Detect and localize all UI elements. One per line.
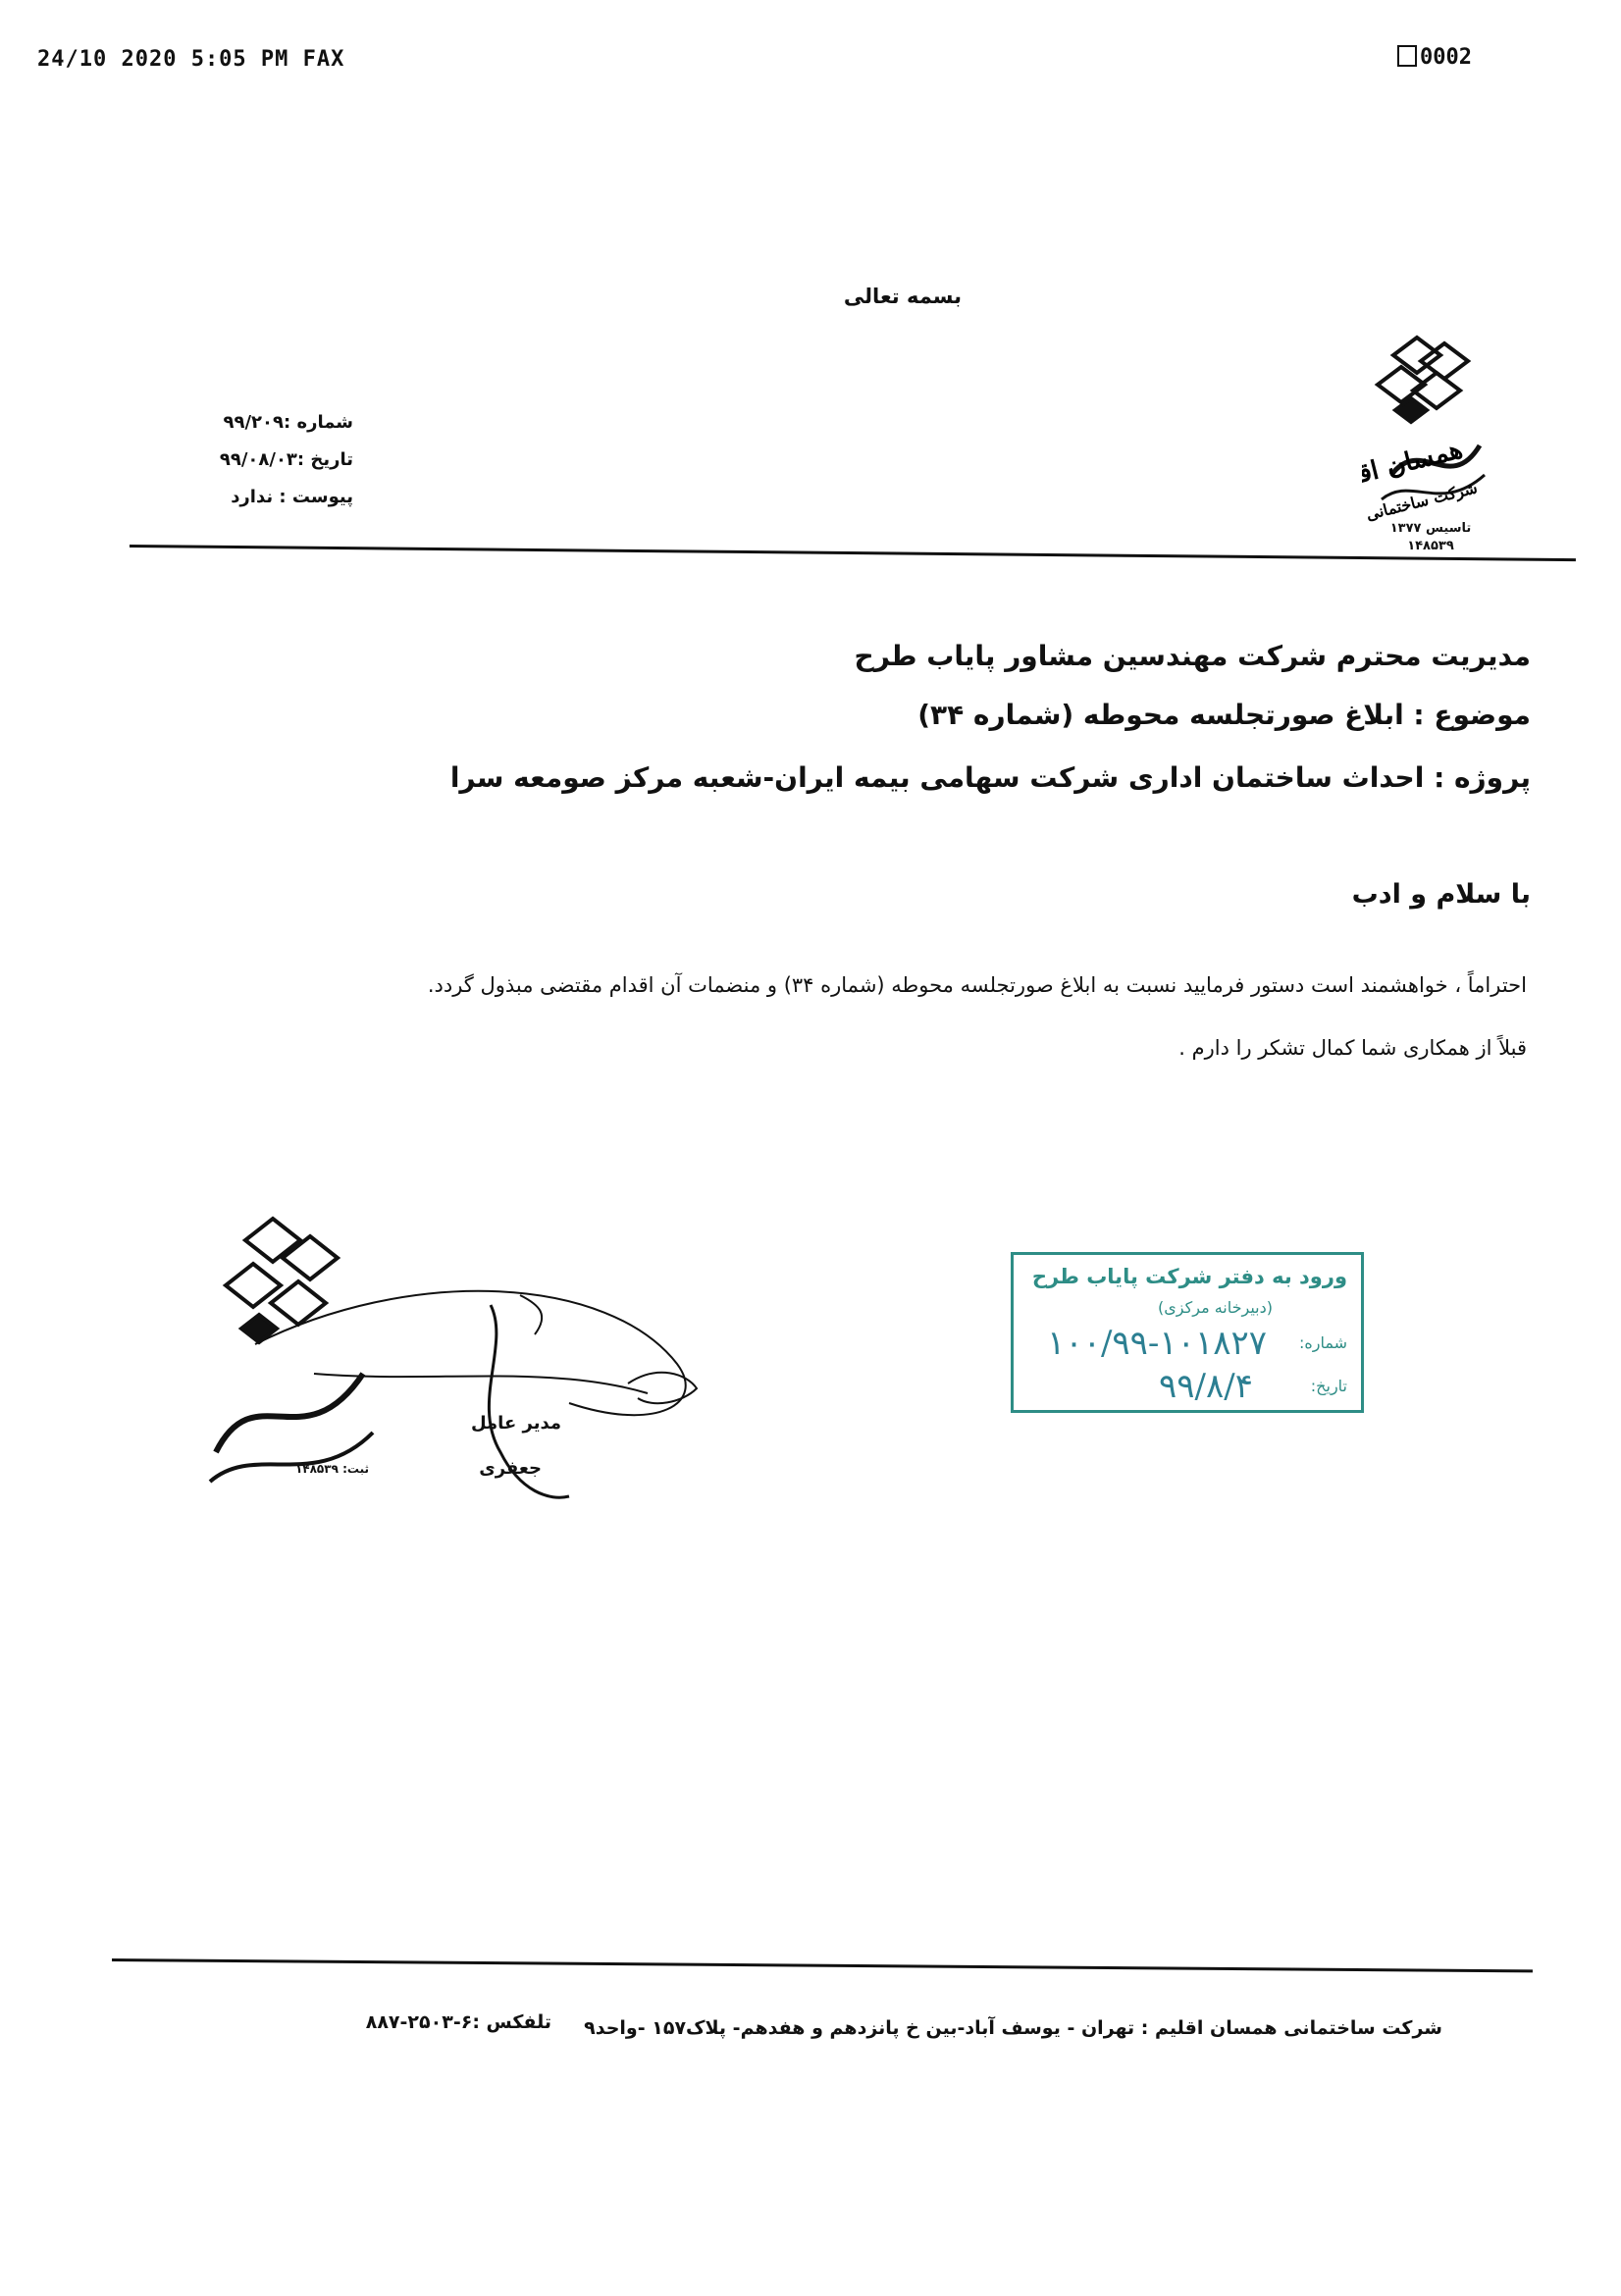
stamp-title: ورود به دفتر شرکت پایاب طرح — [1031, 1265, 1347, 1288]
fax-page-number — [1397, 45, 1472, 70]
logo-subtitle: شرکت ساختمانی — [1364, 478, 1480, 524]
fax-header: 24/10 2020 5:05 PM FAX — [37, 47, 345, 72]
stamp-number-value: ۱۰۰/۹۹-۱۰۱۸۲۷ — [1047, 1324, 1267, 1363]
logo-since-line2: ۱۴۸۵۳۹ — [1407, 539, 1454, 553]
letter-body-line1: احتراماً ، خواهشمند است دستور فرمایید نسبت به ابلاغ صورتجلسه محوطه (شماره ۳۴) و منضمات آن اقدام مقتضی مبذول گردد. — [427, 973, 1527, 997]
logo-since — [1362, 520, 1499, 555]
logo-diamond-icon — [1362, 328, 1499, 524]
letter-project: پروژه : احداث ساختمان اداری شرکت سهامی بیمه ایران-شعبه مرکز صومعه سرا — [449, 761, 1531, 794]
footer-address: شرکت ساختمانی همسان اقلیم : تهران - یوسف آباد-بین خ پانزدهم و هفدهم- پلاک۱۵۷ -واحد۹ — [584, 2017, 1442, 2039]
letter-attachment: پیوست : ندارد — [231, 487, 353, 507]
letter-meta — [157, 404, 353, 516]
letter-body-line2: قبلاً از همکاری شما کمال تشکر را دارم . — [1178, 1036, 1527, 1060]
fax-page-label: 0002 — [1420, 45, 1472, 70]
signature-registration: ثبت: ۱۴۸۵۳۹ — [294, 1462, 369, 1476]
stamp-subtitle: (دبیرخانه مرکزی) — [1158, 1298, 1273, 1317]
letter-greeting: با سلام و ادب — [1351, 879, 1531, 910]
letter-subject: موضوع : ابلاغ صورتجلسه محوطه (شماره ۳۴) — [917, 699, 1531, 731]
stamp-date-value: ۹۹/۸/۴ — [1159, 1367, 1253, 1406]
letter-date: تاریخ :۹۹/۰۸/۰۳ — [219, 449, 353, 470]
company-logo — [1362, 328, 1499, 583]
fax-checkbox-icon — [1397, 45, 1417, 67]
footer-divider — [112, 1958, 1533, 1972]
signature-title: مدیر عامل — [470, 1413, 561, 1434]
logo-since-line1: تاسیس ۱۳۷۷ — [1389, 521, 1472, 536]
letter-recipient: مدیریت محترم شرکت مهندسین مشاور پایاب طرح — [854, 640, 1531, 672]
received-stamp — [1011, 1252, 1364, 1413]
logo-name: همسان اقلیم — [1362, 435, 1466, 497]
letter-number: شماره :۹۹/۲۰۹ — [223, 412, 353, 433]
stamp-date-label: تاریخ: — [1310, 1377, 1347, 1395]
stamp-number-label: شماره: — [1298, 1333, 1347, 1352]
footer-telfax: تلفکس :۶-۲۵۰۳-۸۸۷ — [365, 2011, 551, 2033]
signature-name: جعفری — [479, 1458, 542, 1479]
header-divider — [130, 545, 1576, 561]
basmala-heading: بسمه تعالی — [843, 285, 963, 308]
